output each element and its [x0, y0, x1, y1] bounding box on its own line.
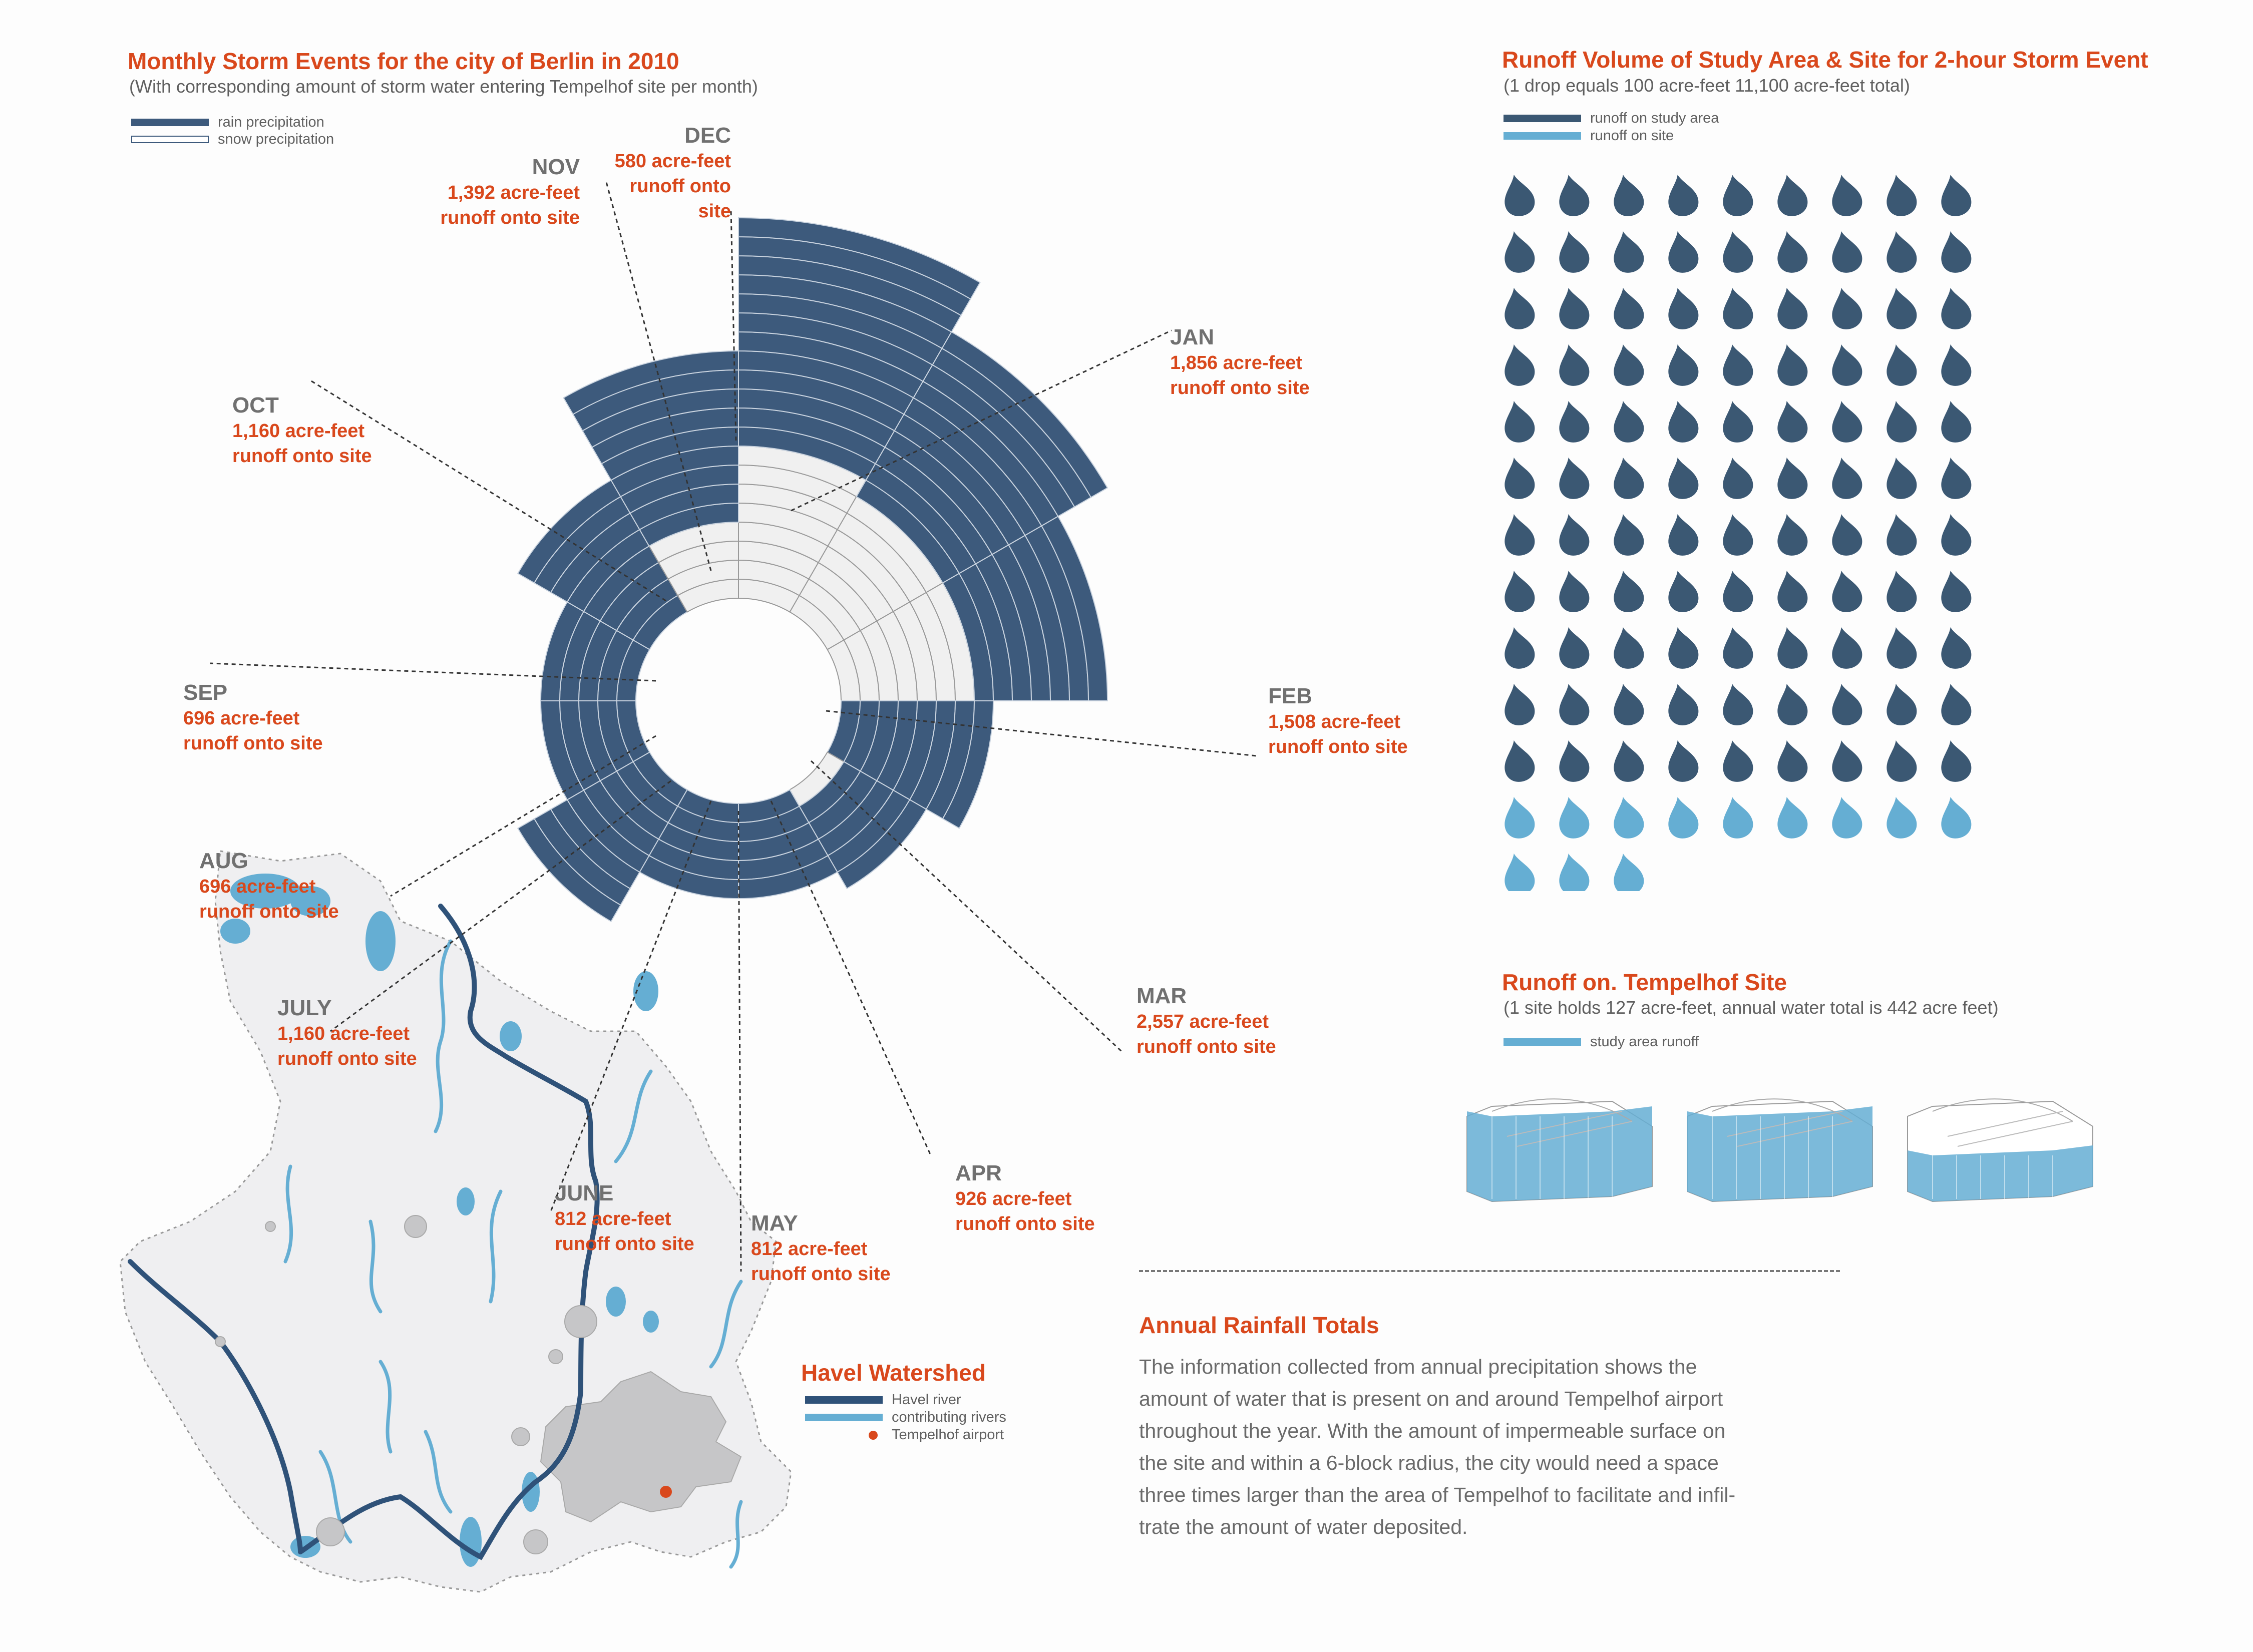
drop-study-area	[1554, 624, 1592, 672]
drop-site	[1608, 794, 1646, 842]
legend-study-area-label: runoff on study area	[1590, 110, 1719, 126]
drop-study-area	[1936, 285, 1974, 332]
drop-study-area	[1826, 172, 1864, 219]
annual-rainfall-title: Annual Rainfall Totals	[1139, 1312, 1379, 1338]
drop-study-area	[1663, 737, 1701, 785]
month-value: 696 acre-feet	[183, 708, 300, 729]
month-caption: runoff onto site	[1268, 736, 1408, 757]
drop-study-area	[1826, 398, 1864, 446]
drop-study-area	[1499, 624, 1537, 672]
legend-snow-label: snow precipitation	[218, 131, 334, 147]
drop-study-area	[1608, 341, 1646, 389]
month-label-june	[555, 1180, 694, 1257]
drop-study-area	[1663, 511, 1701, 559]
drop-study-area	[1772, 398, 1810, 446]
month-label-feb	[1268, 683, 1408, 759]
month-caption: runoff onto site	[955, 1213, 1095, 1234]
drop-study-area	[1826, 568, 1864, 615]
drop-site	[1936, 794, 1974, 842]
drop-study-area	[1663, 455, 1701, 502]
month-caption: site	[698, 201, 731, 222]
drop-study-area	[1717, 172, 1755, 219]
month-name: JUNE	[555, 1181, 614, 1205]
drop-study-area	[1936, 228, 1974, 276]
month-name: OCT	[232, 393, 279, 418]
drop-site	[1717, 794, 1755, 842]
month-name: JAN	[1170, 325, 1215, 349]
month-caption: runoff onto	[629, 176, 731, 197]
site-water	[1687, 1106, 1872, 1201]
legend-study-area	[1504, 110, 1719, 127]
site-water	[1467, 1106, 1652, 1201]
legend-rain	[131, 114, 324, 131]
legend-site-label: runoff on site	[1590, 128, 1674, 144]
section-divider	[1139, 1270, 1840, 1272]
drop-study-area	[1717, 681, 1755, 728]
month-label-july	[277, 995, 417, 1071]
site-model	[1467, 1099, 1652, 1201]
drop-site	[1826, 794, 1864, 842]
drop-study-area	[1663, 568, 1701, 615]
drop-study-area	[1554, 568, 1592, 615]
month-caption: runoff onto site	[277, 1048, 417, 1069]
month-value: 2,557 acre-feet	[1137, 1011, 1269, 1032]
drop-study-area	[1936, 455, 1974, 502]
drop-grid	[1492, 165, 1993, 891]
month-caption: runoff onto site	[555, 1233, 694, 1255]
drop-study-area	[1826, 511, 1864, 559]
annual-text-line: three times larger than the area of Tempelhof to facilitate and infil-	[1139, 1483, 1736, 1506]
drop-study-area	[1554, 398, 1592, 446]
annual-text-line: throughout the year. With the amount of impermeable surface on	[1139, 1419, 1726, 1442]
drop-study-area	[1772, 681, 1810, 728]
month-name: MAR	[1137, 984, 1187, 1008]
drop-study-area	[1881, 737, 1919, 785]
month-caption: runoff onto site	[199, 901, 339, 922]
month-name: DEC	[684, 123, 731, 148]
drop-study-area	[1663, 341, 1701, 389]
watershed-title: Havel Watershed	[801, 1360, 986, 1386]
drop-study-area	[1717, 624, 1755, 672]
tempelhof-site-models	[1452, 1076, 2113, 1216]
month-label-apr	[955, 1160, 1095, 1236]
drop-study-area	[1717, 228, 1755, 276]
month-label-mar	[1137, 983, 1276, 1059]
month-value: 1,508 acre-feet	[1268, 711, 1401, 732]
month-label-oct	[232, 392, 372, 469]
storm-chart-subtitle: (With corresponding amount of storm water entering Tempelhof site per month)	[129, 76, 758, 97]
drop-study-area	[1554, 172, 1592, 219]
annual-text-line: trate the amount of water deposited.	[1139, 1515, 1468, 1538]
legend-snow	[131, 131, 334, 148]
drop-study-area	[1499, 285, 1537, 332]
drop-study-area	[1554, 228, 1592, 276]
drop-site	[1663, 794, 1701, 842]
drop-study-area	[1772, 341, 1810, 389]
month-name: AUG	[199, 849, 248, 873]
drop-study-area	[1499, 228, 1537, 276]
drop-study-area	[1663, 172, 1701, 219]
drop-study-area	[1936, 681, 1974, 728]
drop-study-area	[1772, 172, 1810, 219]
drop-study-area	[1554, 511, 1592, 559]
month-value: 696 acre-feet	[199, 876, 316, 897]
legend-site	[1504, 128, 1674, 144]
drop-study-area	[1717, 737, 1755, 785]
drop-study-area	[1608, 285, 1646, 332]
tempelhof-legend-dot	[805, 1427, 883, 1443]
month-value: 812 acre-feet	[555, 1208, 671, 1229]
drop-study-area	[1608, 455, 1646, 502]
drop-study-area	[1499, 568, 1537, 615]
drop-study-area	[1608, 624, 1646, 672]
drop-study-area	[1826, 228, 1864, 276]
drop-study-area	[1772, 568, 1810, 615]
drop-study-area	[1772, 737, 1810, 785]
drop-site	[1499, 851, 1537, 891]
drop-site	[1881, 794, 1919, 842]
annual-text-line: the site and within a 6-block radius, the city would need a space	[1139, 1451, 1719, 1474]
drop-study-area	[1608, 511, 1646, 559]
month-value: 1,160 acre-feet	[277, 1023, 410, 1044]
drop-site	[1554, 851, 1592, 891]
month-label-may	[751, 1210, 891, 1287]
study-area-swatch	[1504, 115, 1581, 122]
month-name: FEB	[1268, 684, 1312, 708]
legend-contributing-rivers	[805, 1409, 1006, 1426]
month-label-jan	[1170, 324, 1310, 400]
drop-study-area	[1608, 172, 1646, 219]
drop-study-area	[1881, 511, 1919, 559]
month-caption: runoff onto site	[1170, 377, 1310, 398]
drop-study-area	[1936, 624, 1974, 672]
month-value: 812 acre-feet	[751, 1238, 868, 1260]
drop-site	[1499, 794, 1537, 842]
drop-study-area	[1663, 624, 1701, 672]
drop-study-area	[1881, 172, 1919, 219]
legend-havel-river	[805, 1392, 961, 1408]
month-caption: runoff onto site	[183, 733, 323, 754]
drop-study-area	[1717, 568, 1755, 615]
drop-study-area	[1826, 455, 1864, 502]
legend-study-area-runoff	[1504, 1034, 1699, 1050]
annual-text-line: amount of water that is present on and around Tempelhof airport	[1139, 1387, 1723, 1410]
drop-study-area	[1881, 285, 1919, 332]
havel-river-swatch	[805, 1396, 883, 1404]
month-name: MAY	[751, 1211, 798, 1235]
drop-study-area	[1936, 398, 1974, 446]
drop-study-area	[1936, 568, 1974, 615]
drop-study-area	[1608, 681, 1646, 728]
drop-study-area	[1881, 568, 1919, 615]
drop-study-area	[1717, 511, 1755, 559]
month-caption: runoff onto site	[440, 207, 580, 228]
drop-study-area	[1499, 455, 1537, 502]
drop-study-area	[1936, 511, 1974, 559]
drop-study-area	[1772, 228, 1810, 276]
month-value: 1,856 acre-feet	[1170, 352, 1303, 373]
drop-study-area	[1554, 455, 1592, 502]
drop-study-area	[1499, 511, 1537, 559]
drop-study-area	[1881, 455, 1919, 502]
tempelhof-title: Runoff on. Tempelhof Site	[1502, 969, 1787, 995]
month-value: 926 acre-feet	[955, 1188, 1072, 1209]
site-model	[1687, 1099, 1872, 1201]
drop-study-area	[1826, 681, 1864, 728]
month-name: APR	[955, 1161, 1002, 1185]
drop-study-area	[1499, 172, 1537, 219]
drop-study-area	[1772, 624, 1810, 672]
drop-study-area	[1772, 511, 1810, 559]
drop-study-area	[1826, 341, 1864, 389]
drop-study-area	[1826, 285, 1864, 332]
month-label-aug	[199, 848, 339, 924]
site-swatch	[1504, 132, 1581, 140]
drop-study-area	[1881, 398, 1919, 446]
runoff-volume-title: Runoff Volume of Study Area & Site for 2-hour Storm Event	[1502, 47, 2148, 73]
legend-rain-label: rain precipitation	[218, 114, 324, 130]
drop-study-area	[1554, 681, 1592, 728]
site-model	[1908, 1099, 2093, 1201]
drop-study-area	[1663, 228, 1701, 276]
drop-study-area	[1554, 737, 1592, 785]
drop-study-area	[1554, 341, 1592, 389]
drop-study-area	[1936, 172, 1974, 219]
month-name: SEP	[183, 680, 228, 705]
annual-text-line: The information collected from annual precipitation shows the	[1139, 1355, 1697, 1378]
drop-study-area	[1608, 398, 1646, 446]
month-caption: runoff onto site	[232, 446, 372, 467]
month-value: 1,392 acre-feet	[447, 182, 580, 203]
runoff-volume-subtitle: (1 drop equals 100 acre-feet 11,100 acre-feet total)	[1504, 75, 1910, 96]
month-label-dec	[586, 123, 731, 224]
legend-tempelhof-airport	[805, 1427, 1004, 1443]
drop-study-area	[1881, 341, 1919, 389]
drop-study-area	[1499, 681, 1537, 728]
drop-study-area	[1608, 568, 1646, 615]
month-name: NOV	[532, 155, 580, 179]
drop-study-area	[1936, 341, 1974, 389]
annual-rainfall-text	[1139, 1351, 1865, 1543]
month-label-nov	[411, 154, 580, 230]
drop-site	[1772, 794, 1810, 842]
drop-study-area	[1717, 455, 1755, 502]
legend-havel-label: Havel river	[892, 1392, 961, 1408]
contributing-rivers-swatch	[805, 1414, 883, 1421]
drop-site	[1608, 851, 1646, 891]
rain-swatch	[131, 119, 209, 126]
month-value: 580 acre-feet	[614, 151, 731, 172]
drop-study-area	[1826, 737, 1864, 785]
drop-study-area	[1881, 624, 1919, 672]
drop-study-area	[1499, 341, 1537, 389]
snow-swatch	[131, 136, 209, 143]
drop-study-area	[1717, 341, 1755, 389]
drop-study-area	[1772, 455, 1810, 502]
legend-study-area-runoff-label: study area runoff	[1590, 1034, 1699, 1050]
drop-study-area	[1608, 228, 1646, 276]
legend-contributing-label: contributing rivers	[892, 1409, 1006, 1425]
month-label-sep	[183, 680, 323, 756]
month-caption: runoff onto site	[1137, 1036, 1276, 1057]
study-area-runoff-swatch	[1504, 1038, 1581, 1046]
drop-study-area	[1499, 737, 1537, 785]
drop-study-area	[1936, 737, 1974, 785]
drop-study-area	[1663, 398, 1701, 446]
drop-study-area	[1608, 737, 1646, 785]
drop-study-area	[1663, 285, 1701, 332]
month-name: JULY	[277, 996, 332, 1020]
drop-study-area	[1663, 681, 1701, 728]
drop-site	[1554, 794, 1592, 842]
drop-study-area	[1717, 398, 1755, 446]
drop-study-area	[1881, 681, 1919, 728]
month-value: 1,160 acre-feet	[232, 421, 365, 442]
storm-chart-title: Monthly Storm Events for the city of Berlin in 2010	[128, 48, 679, 74]
tempelhof-subtitle: (1 site holds 127 acre-feet, annual water total is 442 acre feet)	[1504, 997, 1999, 1018]
drop-study-area	[1717, 285, 1755, 332]
drop-study-area	[1499, 398, 1537, 446]
legend-tempelhof-label: Tempelhof airport	[892, 1427, 1004, 1443]
month-caption: runoff onto site	[751, 1264, 891, 1285]
drop-study-area	[1772, 285, 1810, 332]
drop-study-area	[1881, 228, 1919, 276]
drop-study-area	[1554, 285, 1592, 332]
drop-study-area	[1826, 624, 1864, 672]
